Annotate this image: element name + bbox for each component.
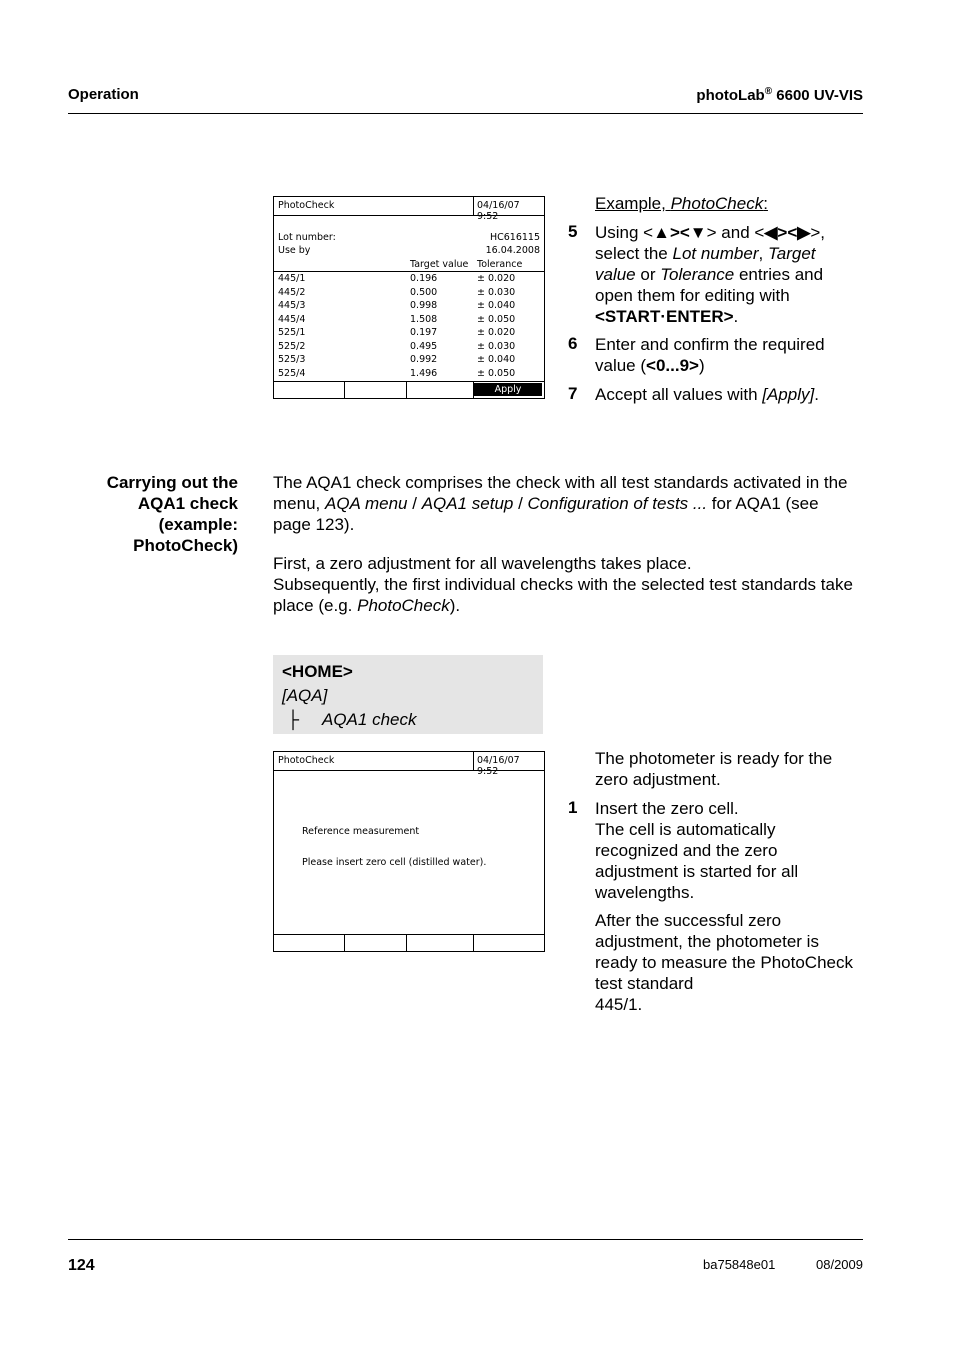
heading-line-4: PhotoCheck) — [133, 536, 238, 555]
softkey-bar — [274, 381, 544, 398]
target-value: 0.196 — [410, 273, 438, 284]
screen-title: PhotoCheck — [278, 755, 335, 766]
ready-line-2: zero adjustment. — [595, 770, 721, 789]
softkey-2[interactable] — [344, 935, 406, 951]
p2-line-1: First, a zero adjustment for all wavelengths takes place. — [273, 554, 692, 573]
step-6-text — [595, 334, 825, 376]
aqa1-check-item: AQA1 check — [322, 710, 417, 729]
step-7-period: . — [814, 385, 819, 404]
use-by-value: 16.04.2008 — [485, 245, 540, 256]
step-number-7: 7 — [568, 384, 578, 403]
tolerance-value: ± 0.030 — [477, 286, 516, 298]
tolerance-header: Tolerance — [477, 259, 523, 270]
step-number-1: 1 — [568, 798, 578, 817]
softkey-3[interactable] — [406, 935, 473, 951]
after-zero-text — [595, 910, 853, 1015]
step-5-end: >, — [810, 223, 825, 242]
lot-number-label: Lot number: — [278, 232, 336, 243]
step-1-line-5: wavelengths. — [595, 883, 695, 902]
ready-line-1: The photometer is ready for the — [595, 749, 833, 768]
screen-title-bar — [274, 197, 544, 222]
step-6-line-1: Enter and confirm the required — [595, 335, 825, 354]
standard-name: 525/4 — [278, 367, 306, 379]
reference-measurement-screen — [273, 751, 545, 952]
apply-softkey[interactable]: Apply — [474, 383, 542, 396]
tolerance-value: ± 0.050 — [477, 367, 516, 379]
step-5-or: or — [635, 265, 661, 284]
lot-number-value: HC616115 — [489, 232, 540, 243]
step-number-6: 6 — [568, 334, 578, 353]
p1-slash-1: / — [407, 494, 422, 513]
photocheck-setup-screen — [273, 196, 545, 399]
standard-row[interactable] — [278, 341, 540, 355]
registered-mark: ® — [764, 86, 773, 97]
aqa1-intro-paragraph — [273, 472, 865, 535]
p2-place: place (e.g. — [273, 596, 358, 615]
standard-name: 445/2 — [278, 286, 306, 298]
target-value: 0.197 — [410, 327, 438, 338]
tolerance-value: ± 0.020 — [477, 327, 516, 338]
aqa1-setup-ref: AQA1 setup — [421, 494, 514, 513]
tolerance-value: ± 0.020 — [477, 273, 516, 284]
after-line-1: After the successful zero — [595, 911, 782, 930]
step-5-period: . — [733, 307, 739, 326]
target-value: 1.508 — [410, 313, 438, 325]
header-section-title: Operation — [68, 86, 139, 103]
standard-name: 445/3 — [278, 300, 306, 311]
softkey-2[interactable] — [344, 382, 406, 398]
product-brand: photoLab — [696, 87, 765, 104]
step-5-line-4: open them for editing with — [595, 286, 790, 305]
section-heading — [107, 472, 238, 556]
softkey-bar — [274, 934, 544, 951]
target-value: 1.496 — [410, 367, 438, 379]
p1-line-1: The AQA1 check comprises the check with all test standards activated in the — [273, 473, 848, 492]
home-key: <HOME> — [282, 662, 353, 681]
step-1-line-1: Insert the zero cell. — [595, 799, 739, 818]
menu-path-box — [273, 655, 543, 734]
footer-rule — [68, 1239, 863, 1240]
after-line-2: adjustment, the photometer is — [595, 932, 819, 951]
after-line-4: test standard — [595, 974, 694, 993]
heading-line-2: AQA1 check — [137, 494, 238, 513]
p2-line-3 — [273, 595, 865, 616]
table-header-divider — [274, 271, 544, 272]
target-value: 0.500 — [410, 286, 438, 298]
step-1-text — [595, 798, 798, 903]
standard-row[interactable] — [278, 314, 540, 328]
config-tests-ref: Configuration of tests ... — [527, 494, 708, 513]
after-line-3: ready to measure the PhotoCheck — [595, 953, 853, 972]
step-5-line-2 — [595, 243, 825, 264]
aqa-softkey: [AQA] — [282, 686, 328, 705]
tolerance-value: ± 0.050 — [477, 313, 516, 325]
step-6-line-2 — [595, 355, 825, 376]
document-date: 08/2009 — [816, 1257, 863, 1272]
page-number: 124 — [68, 1257, 95, 1274]
step-number-5: 5 — [568, 222, 578, 241]
target-value-header: Target value — [410, 259, 469, 270]
standard-row[interactable] — [278, 327, 540, 341]
step-1-line-4: adjustment is started for all — [595, 862, 799, 881]
reference-measurement-label: Reference measurement — [302, 826, 420, 837]
p1-slash-2: / — [513, 494, 528, 513]
softkey-3[interactable] — [406, 382, 473, 398]
apply-ref: [Apply] — [762, 385, 815, 404]
softkey-1[interactable] — [274, 382, 344, 398]
standard-row[interactable] — [278, 273, 540, 287]
target-ref: Target — [767, 244, 816, 263]
lot-number-row[interactable] — [278, 232, 540, 246]
softkey-4[interactable] — [473, 935, 544, 951]
step-5-using: Using < — [595, 223, 654, 242]
insert-zero-cell-prompt: Please insert zero cell (distilled water). — [302, 857, 487, 868]
softkey-1[interactable] — [274, 935, 344, 951]
step-5-and: > and < — [706, 223, 765, 242]
step-1-line-3: recognized and the zero — [595, 841, 778, 860]
target-value: 0.495 — [410, 340, 438, 352]
lot-number-ref: Lot number — [672, 244, 759, 263]
step-5-text — [595, 222, 825, 327]
ready-intro — [595, 748, 832, 790]
step-5-line-5 — [595, 306, 825, 327]
step-5-select: select the — [595, 244, 673, 263]
target-value: 0.992 — [410, 354, 438, 365]
header-rule — [68, 113, 863, 114]
example-prefix: Example, — [595, 194, 671, 213]
standard-row[interactable] — [278, 368, 540, 382]
step-5-line-3 — [595, 264, 825, 285]
step-5-line-1 — [595, 222, 825, 243]
up-down-keys: ▲><▼ — [653, 223, 707, 242]
heading-line-3: (example: — [158, 515, 238, 534]
p1-line-3: page 123). — [273, 515, 355, 534]
standard-name: 525/2 — [278, 340, 306, 352]
use-by-row — [278, 245, 540, 259]
example-caption — [595, 193, 768, 214]
heading-line-1: Carrying out the — [106, 473, 238, 492]
standard-row[interactable] — [278, 354, 540, 368]
p1-for-aqa1: for AQA1 (see — [707, 494, 819, 513]
use-by-label: Use by — [278, 245, 311, 256]
step-6-close: ) — [698, 356, 705, 375]
value-ref: value — [595, 265, 636, 284]
digit-range: <0...9> — [646, 356, 699, 375]
menu-branch-icon: ├ — [287, 710, 300, 729]
p1-line-2 — [273, 493, 865, 514]
screen-datetime: 04/16/07 9:52 — [473, 197, 544, 215]
screen-datetime: 04/16/07 9:52 — [473, 752, 544, 770]
p2-end: ). — [449, 596, 461, 615]
example-name: PhotoCheck — [670, 194, 764, 213]
tolerance-value: ± 0.030 — [477, 340, 516, 352]
target-value: 0.998 — [410, 300, 438, 311]
after-line-5: 445/1. — [595, 995, 643, 1014]
document-number: ba75848e01 — [703, 1257, 776, 1272]
left-right-keys: ◀><▶ — [764, 223, 811, 242]
aqa-menu-ref: AQA menu — [324, 494, 408, 513]
example-colon: : — [763, 194, 768, 213]
photocheck-ref: PhotoCheck — [357, 596, 450, 615]
step-7-text — [595, 384, 819, 405]
tolerance-value: ± 0.040 — [477, 354, 516, 365]
step-6-value: value ( — [595, 356, 647, 375]
tolerance-value: ± 0.040 — [477, 300, 516, 311]
screen-title: PhotoCheck — [278, 200, 335, 211]
standard-row[interactable] — [278, 300, 540, 314]
step-5-comma: , — [758, 244, 768, 263]
start-enter-key: <START·ENTER> — [595, 307, 734, 326]
header-product-name — [696, 86, 863, 104]
step-7-lead: Accept all values with — [595, 385, 763, 404]
product-model: 6600 UV-VIS — [772, 87, 863, 104]
standard-name: 445/4 — [278, 313, 306, 325]
tolerance-ref: Tolerance — [660, 265, 735, 284]
p2-line-2: Subsequently, the first individual checks with the selected test standards take — [273, 575, 853, 594]
p1-menu-lead: menu, — [273, 494, 325, 513]
standard-name: 525/1 — [278, 327, 306, 338]
standard-row[interactable] — [278, 287, 540, 301]
step-1-line-2: The cell is automatically — [595, 820, 776, 839]
standard-name: 445/1 — [278, 273, 306, 284]
zero-adjustment-paragraph — [273, 553, 865, 616]
standard-name: 525/3 — [278, 354, 306, 365]
step-5-entries: entries and — [734, 265, 824, 284]
screen-title-bar — [274, 752, 544, 777]
